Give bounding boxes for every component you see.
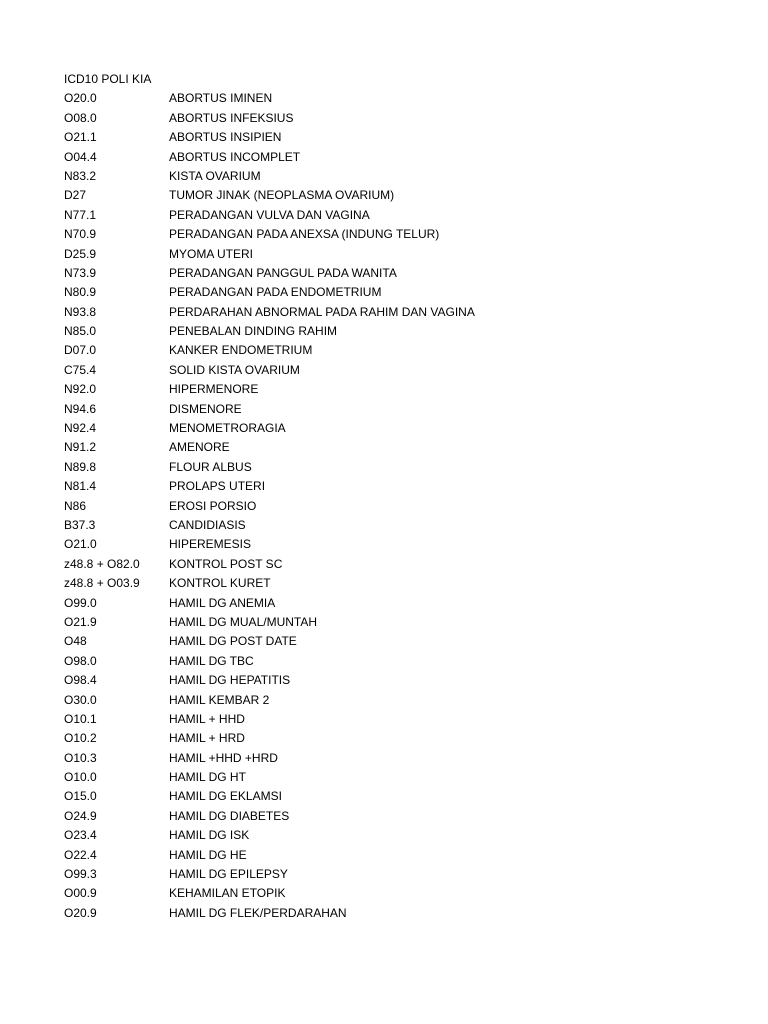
diagnosis-description: SOLID KISTA OVARIUM xyxy=(169,362,300,377)
table-row xyxy=(64,303,744,322)
icd-code: D25.9 xyxy=(64,246,97,261)
diagnosis-description: HAMIL + HHD xyxy=(169,711,245,726)
table-row xyxy=(64,458,744,477)
table-row xyxy=(64,632,744,651)
table-row xyxy=(64,477,744,496)
icd-code: z48.8 + O82.0 xyxy=(64,556,140,571)
table-row xyxy=(64,264,744,283)
diagnosis-description: ABORTUS INFEKSIUS xyxy=(169,110,294,125)
icd-code: O30.0 xyxy=(64,692,97,707)
diagnosis-description: KANKER ENDOMETRIUM xyxy=(169,343,313,358)
icd-code: N77.1 xyxy=(64,207,97,222)
diagnosis-description: KEHAMILAN ETOPIK xyxy=(169,886,286,901)
diagnosis-description: ABORTUS IMINEN xyxy=(169,91,273,106)
table-row xyxy=(64,89,744,108)
diagnosis-description: HAMIL DG EKLAMSI xyxy=(169,789,282,804)
icd-code: D27 xyxy=(64,188,87,203)
diagnosis-description: TUMOR JINAK (NEOPLASMA OVARIUM) xyxy=(169,188,395,203)
table-row xyxy=(64,729,744,748)
table-row xyxy=(64,555,744,574)
diagnosis-description: FLOUR ALBUS xyxy=(169,459,252,474)
icd-code: C75.4 xyxy=(64,362,97,377)
diagnosis-description: HAMIL DG POST DATE xyxy=(169,634,297,649)
table-row xyxy=(64,380,744,399)
table-row xyxy=(64,884,744,903)
diagnosis-description: PENEBALAN DINDING RAHIM xyxy=(169,324,338,339)
icd-code: O10.1 xyxy=(64,711,97,726)
diagnosis-description: ABORTUS INCOMPLET xyxy=(169,149,301,164)
diagnosis-description: HAMIL DG EPILEPSY xyxy=(169,867,288,882)
diagnosis-description: PERADANGAN PADA ANEXSA (INDUNG TELUR) xyxy=(169,227,440,242)
icd-code: O99.3 xyxy=(64,867,97,882)
table-row xyxy=(64,846,744,865)
diagnosis-description: HAMIL DG ISK xyxy=(169,828,250,843)
diagnosis-description: HIPEREMESIS xyxy=(169,537,252,552)
diagnosis-description: HAMIL DG HE xyxy=(169,847,247,862)
diagnosis-description: HAMIL DG FLEK/PERDARAHAN xyxy=(169,905,347,920)
icd-code: O21.1 xyxy=(64,130,97,145)
diagnosis-description: CANDIDIASIS xyxy=(169,517,246,532)
icd-code: N93.8 xyxy=(64,304,97,319)
table-row xyxy=(64,613,744,632)
table-row xyxy=(64,186,744,205)
icd-code: O20.0 xyxy=(64,91,97,106)
diagnosis-description: KONTROL KURET xyxy=(169,576,271,591)
table-row xyxy=(64,225,744,244)
icd-code: N86 xyxy=(64,498,87,513)
table-row xyxy=(64,438,744,457)
icd-code: O21.9 xyxy=(64,614,97,629)
icd-code: O10.2 xyxy=(64,731,97,746)
icd-code: N94.6 xyxy=(64,401,97,416)
icd-code: O20.9 xyxy=(64,905,97,920)
diagnosis-description: ABORTUS INSIPIEN xyxy=(169,130,282,145)
table-row xyxy=(64,652,744,671)
table-row xyxy=(64,148,744,167)
icd-code: O48 xyxy=(64,634,87,649)
icd-code: O99.0 xyxy=(64,595,97,610)
table-row xyxy=(64,361,744,380)
diagnosis-description: HAMIL + HRD xyxy=(169,731,245,746)
table-row xyxy=(64,710,744,729)
table-row xyxy=(64,671,744,690)
icd-code: N85.0 xyxy=(64,324,97,339)
diagnosis-description: PERADANGAN PANGGUL PADA WANITA xyxy=(169,265,397,280)
icd-code: O04.4 xyxy=(64,149,97,164)
icd-code: N81.4 xyxy=(64,479,97,494)
table-row xyxy=(64,691,744,710)
diagnosis-description: HAMIL +HHD +HRD xyxy=(169,750,278,765)
table-row xyxy=(64,400,744,419)
icd-code: N73.9 xyxy=(64,265,97,280)
table-row xyxy=(64,206,744,225)
icd-code: O10.3 xyxy=(64,750,97,765)
table-row xyxy=(64,865,744,884)
diagnosis-description: HAMIL DG DIABETES xyxy=(169,808,290,823)
table-row xyxy=(64,749,744,768)
icd-code: O98.0 xyxy=(64,653,97,668)
icd-code: O23.4 xyxy=(64,828,97,843)
table-row xyxy=(64,904,744,923)
icd10-sheet xyxy=(64,70,744,923)
icd-code: N83.2 xyxy=(64,168,97,183)
icd-code: N89.8 xyxy=(64,459,97,474)
diagnosis-description: MYOMA UTERI xyxy=(169,246,254,261)
diagnosis-description: HAMIL DG ANEMIA xyxy=(169,595,276,610)
diagnosis-description: KONTROL POST SC xyxy=(169,556,283,571)
diagnosis-description: MENOMETRORAGIA xyxy=(169,421,286,436)
table-row xyxy=(64,419,744,438)
diagnosis-description: PERADANGAN VULVA DAN VAGINA xyxy=(169,207,370,222)
table-row xyxy=(64,574,744,593)
diagnosis-description: HAMIL DG HT xyxy=(169,770,246,785)
icd-code: N91.2 xyxy=(64,440,97,455)
icd-code: N92.4 xyxy=(64,421,97,436)
table-row xyxy=(64,807,744,826)
table-row xyxy=(64,787,744,806)
code-list xyxy=(64,89,744,923)
diagnosis-description: HAMIL DG MUAL/MUNTAH xyxy=(169,614,318,629)
icd-code: O21.0 xyxy=(64,537,97,552)
icd-code: D07.0 xyxy=(64,343,97,358)
diagnosis-description: PERADANGAN PADA ENDOMETRIUM xyxy=(169,285,382,300)
table-row xyxy=(64,535,744,554)
table-row xyxy=(64,283,744,302)
icd-code: O08.0 xyxy=(64,110,97,125)
table-row xyxy=(64,245,744,264)
diagnosis-description: PERDARAHAN ABNORMAL PADA RAHIM DAN VAGINA xyxy=(169,304,475,319)
icd-code: z48.8 + O03.9 xyxy=(64,576,140,591)
diagnosis-description: HAMIL DG HEPATITIS xyxy=(169,673,291,688)
table-row xyxy=(64,594,744,613)
diagnosis-description: PROLAPS UTERI xyxy=(169,479,266,494)
icd-code: N92.0 xyxy=(64,382,97,397)
table-row xyxy=(64,128,744,147)
icd-code: B37.3 xyxy=(64,517,96,532)
diagnosis-description: HAMIL DG TBC xyxy=(169,653,254,668)
diagnosis-description: HAMIL KEMBAR 2 xyxy=(169,692,270,707)
icd-code: O10.0 xyxy=(64,770,97,785)
diagnosis-description: EROSI PORSIO xyxy=(169,498,257,513)
icd-code: O15.0 xyxy=(64,789,97,804)
diagnosis-description: HIPERMENORE xyxy=(169,382,259,397)
table-row xyxy=(64,322,744,341)
table-row xyxy=(64,341,744,360)
table-row xyxy=(64,497,744,516)
icd-code: N70.9 xyxy=(64,227,97,242)
table-row xyxy=(64,768,744,787)
table-row xyxy=(64,516,744,535)
table-row xyxy=(64,109,744,128)
table-row xyxy=(64,167,744,186)
diagnosis-description: KISTA OVARIUM xyxy=(169,168,261,183)
icd-code: O22.4 xyxy=(64,847,97,862)
icd-code: O24.9 xyxy=(64,808,97,823)
icd-code: O00.9 xyxy=(64,886,97,901)
diagnosis-description: DISMENORE xyxy=(169,401,242,416)
sheet-title: ICD10 POLI KIA xyxy=(64,72,152,86)
icd-code: N80.9 xyxy=(64,285,97,300)
icd-code: O98.4 xyxy=(64,673,97,688)
diagnosis-description: AMENORE xyxy=(169,440,230,455)
table-row xyxy=(64,826,744,845)
